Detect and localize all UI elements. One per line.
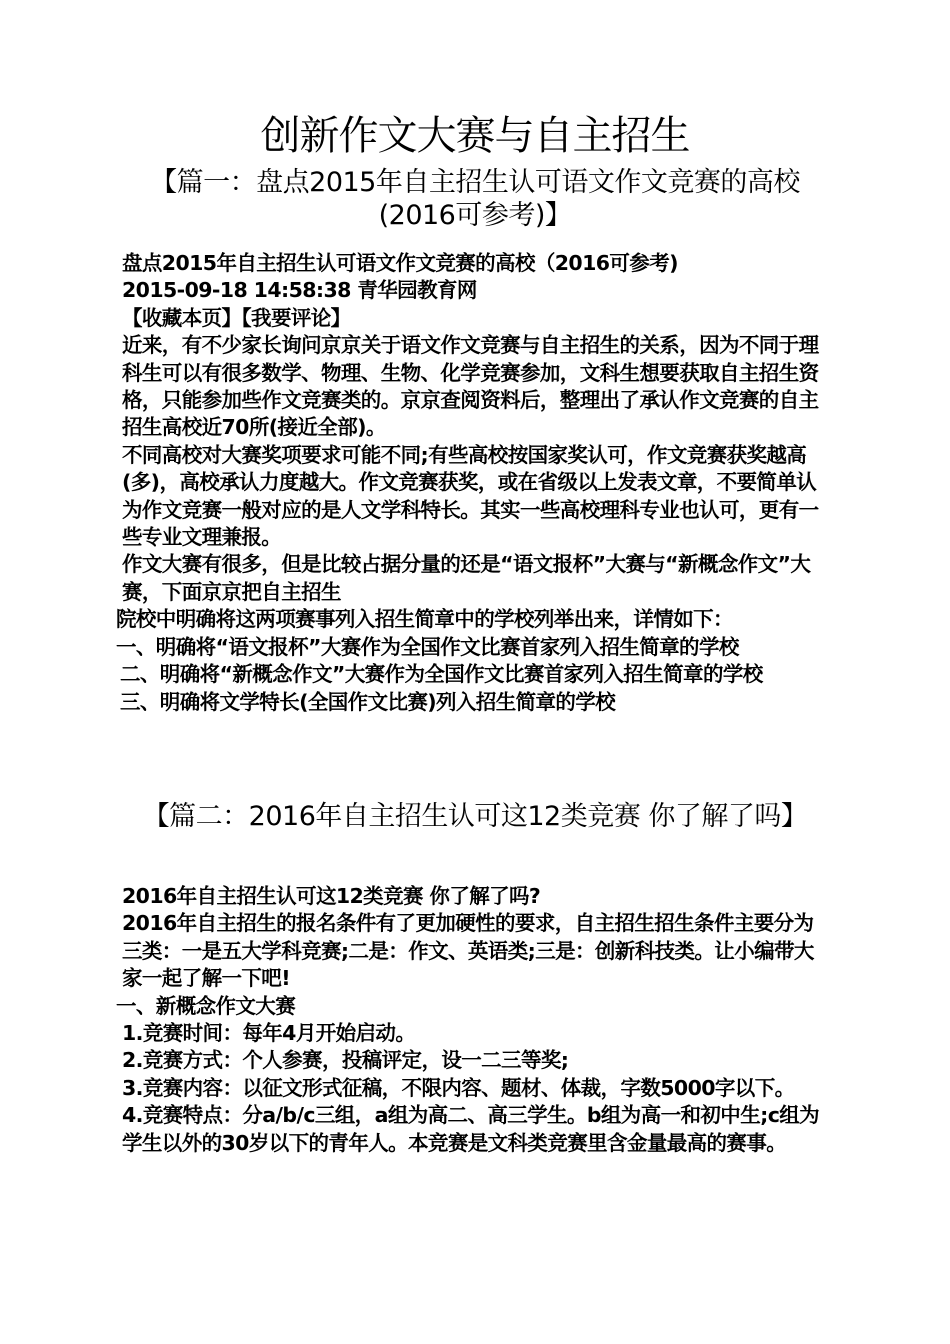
list-item: 3.竞赛内容：以征文形式征稿，不限内容、题材、体裁，字数5000字以下。: [122, 1075, 795, 1100]
list-item: 三、明确将文学特长(全国作文比赛)列入招生简章的学校: [120, 689, 616, 714]
list-item: 4.竞赛特点：分a/b/c三组，a组为高二、高三学生。b组为高一和初中生;c组为学生以外的30岁以下的青年人。本竞赛是文科类竞赛里含金量最高的赛事。: [122, 1103, 820, 1155]
paragraph: 2016年自主招生认可这12类竞赛 你了解了吗?: [122, 884, 541, 908]
paragraph: 近来，有不少家长询问京京关于语文作文竞赛与自主招生的关系，因为不同于理科生可以有很多数学、物理、生物、化学竞赛参加，文科生想要获取自主招生资格，只能参加些作文竞赛类的。京京查阅资料后，整理出了承认作文竞赛的自主招生高校近70所(接近全部)。: [122, 333, 819, 440]
part2-heading: 【篇二：2016年自主招生认可这12类竞赛 你了解了吗】: [142, 801, 808, 832]
paragraph: 院校中明确将这两项赛事列入招生简章中的学校列举出来，详情如下：: [116, 607, 733, 632]
list-item: 二、明确将“新概念作文”大赛作为全国作文比赛首家列入招生简章的学校: [120, 662, 763, 687]
article-meta: 2015-09-18 14:58:38 青华园教育网: [122, 278, 477, 303]
list-item: 一、新概念作文大赛: [116, 993, 296, 1018]
part1-body: [116, 250, 828, 716]
paragraph: 不同高校对大赛奖项要求可能不同;有些高校按国家奖认可，作文竞赛获奖越高(多)，高校承认力度越大。作文竞赛获奖，或在省级以上发表文章，不要简单认为作文竞赛一般对应的是人文学科特长。其实一些高校理科专业也认可，更有一些专业文理兼报。: [122, 442, 819, 550]
list-item: 一、明确将“语文报杯”大赛作为全国作文比赛首家列入招生简章的学校: [116, 634, 739, 659]
article-links[interactable]: 【收藏本页】【我要评论】: [122, 305, 351, 330]
part1-heading: 【篇一：盘点2015年自主招生认可语文作文竞赛的高校(2016可参考)】: [150, 167, 800, 231]
paragraph: 2016年自主招生的报名条件有了更加硬性的要求，自主招生招生条件主要分为三类：一是五大学科竞赛;二是：作文、英语类;三是：创新科技类。让小编带大家一起了解一下吧!: [122, 911, 814, 991]
list-item: 1.竞赛时间：每年4月开始启动。: [122, 1021, 416, 1046]
article-title: 盘点2015年自主招生认可语文作文竞赛的高校（2016可参考): [122, 251, 678, 275]
paragraph: 作文大赛有很多，但是比较占据分量的还是“语文报杯”大赛与“新概念作文”大赛，下面京京把自主招生: [122, 552, 811, 604]
part2-body: [116, 883, 828, 1157]
document-title: 创新作文大赛与自主招生: [260, 113, 690, 159]
list-item: 2.竞赛方式：个人参赛，投稿评定，设一二三等奖;: [122, 1048, 569, 1073]
